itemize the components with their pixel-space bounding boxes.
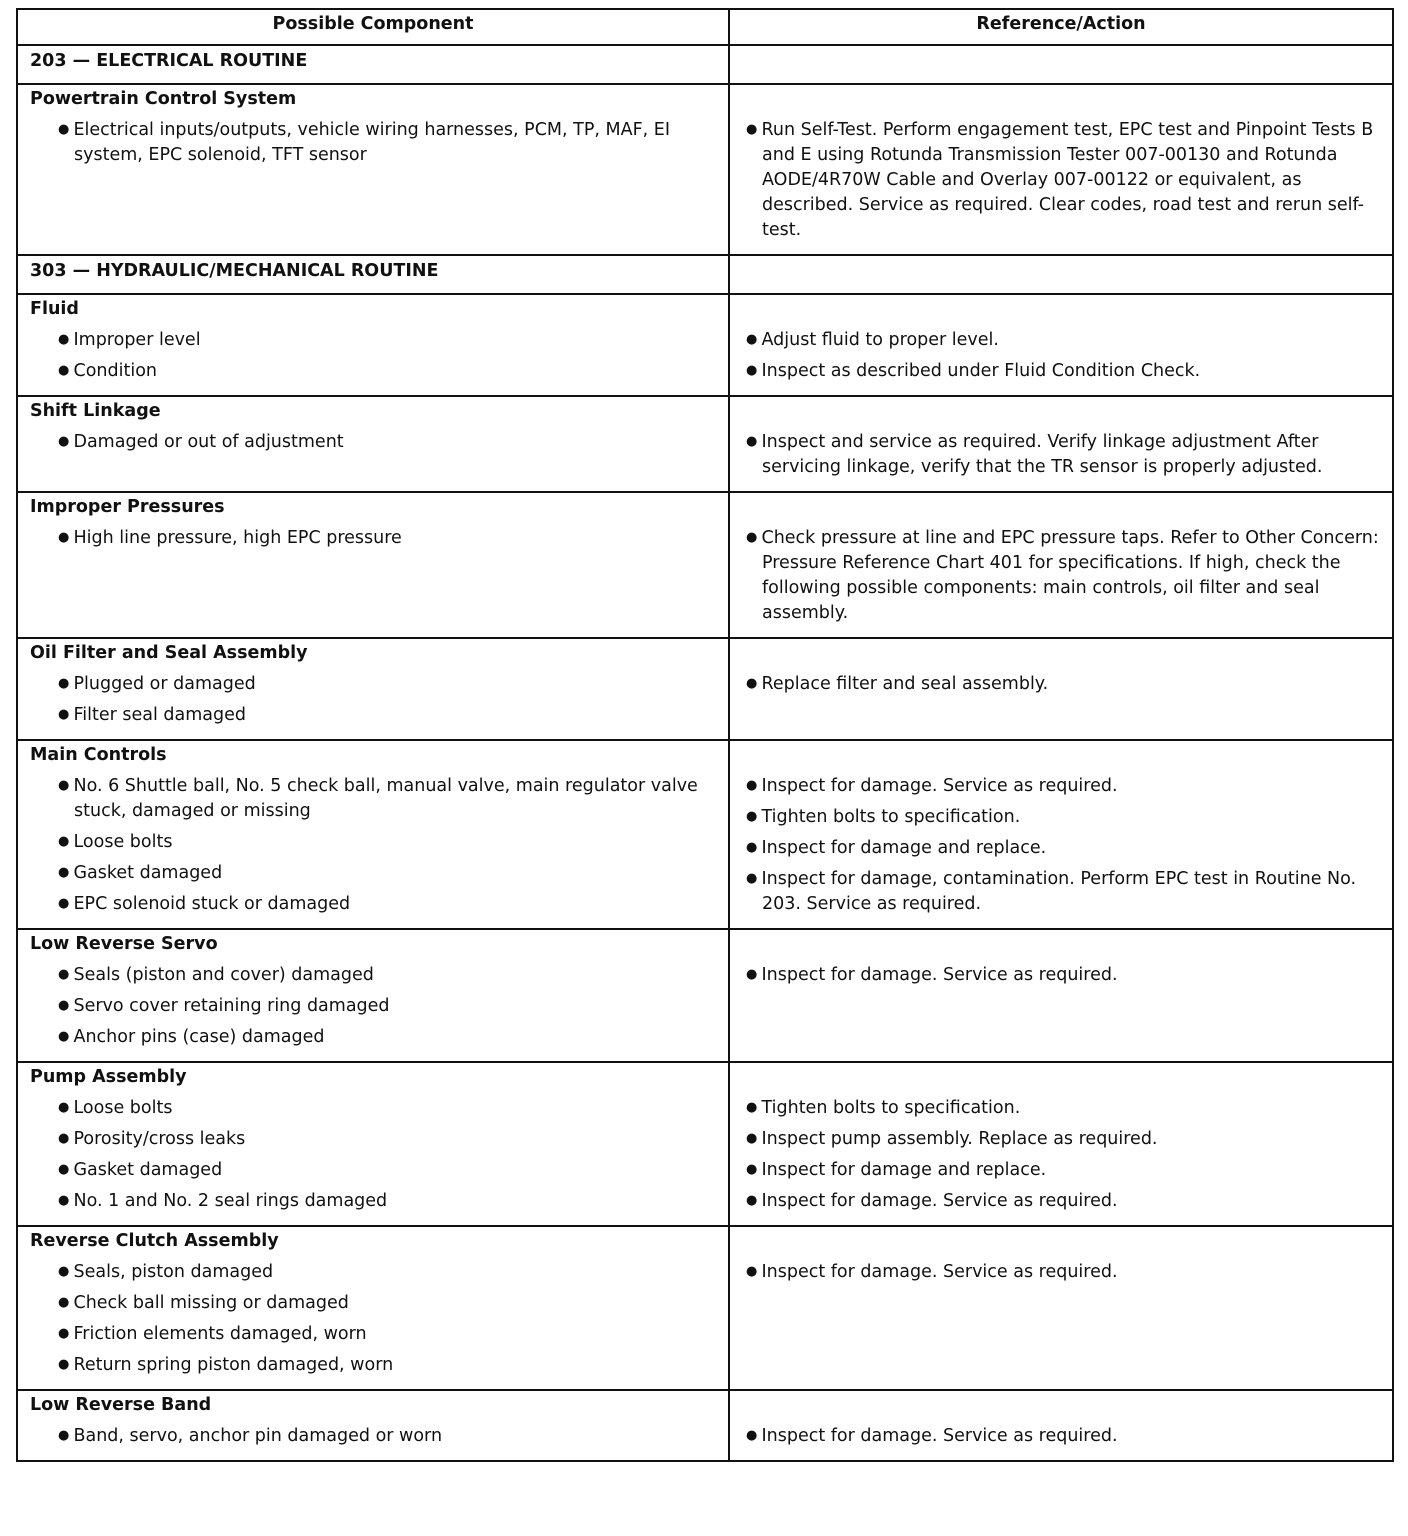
routine-empty-cell [729, 255, 1393, 294]
component-item [30, 117, 718, 168]
component-text: Porosity/cross leaks [73, 1129, 246, 1149]
component-cell [17, 740, 729, 929]
component-text: No. 1 and No. 2 seal rings damaged [73, 1191, 388, 1211]
component-text: Anchor pins (case) damaged [73, 1027, 325, 1047]
section-title: Low Reverse Band [30, 1395, 212, 1415]
action-text: Tighten bolts to specification. [761, 807, 1021, 827]
component-cell [17, 1226, 729, 1390]
action-text: Adjust fluid to proper level. [761, 330, 999, 350]
bullet-icon: ● [58, 1193, 74, 1208]
action-text: Inspect for damage and replace. [761, 1160, 1047, 1180]
bullet-icon: ● [58, 865, 74, 880]
component-text: No. 6 Shuttle ball, No. 5 check ball, manual valve, main regulator valve stuck, damaged or missing [73, 776, 698, 821]
bullet-icon: ● [746, 530, 762, 545]
action-text: Inspect pump assembly. Replace as required. [761, 1129, 1158, 1149]
action-item [742, 117, 1382, 243]
action-text: Inspect for damage. Service as required. [761, 1191, 1118, 1211]
component-item [30, 1290, 718, 1316]
component-text: Band, servo, anchor pin damaged or worn [73, 1426, 443, 1446]
bullet-icon: ● [746, 1100, 762, 1115]
action-item [742, 804, 1382, 830]
action-text: Run Self-Test. Perform engagement test, EPC test and Pinpoint Tests B and E using Rotunda Transmission Tester 007-00130 and Rotunda AODE/4R70W Cable and Overlay 007-00122 or equivalent, as described. Service as required. Clear codes, road test and rerun self-test. [761, 120, 1374, 240]
action-text: Inspect for damage. Service as required. [761, 1262, 1118, 1282]
bullet-icon: ● [58, 363, 74, 378]
section-row [17, 84, 1393, 255]
bullet-icon: ● [58, 967, 74, 982]
component-item [30, 962, 718, 988]
table-body [17, 45, 1393, 1461]
action-item [742, 1157, 1382, 1183]
bullet-icon: ● [746, 967, 762, 982]
component-text: High line pressure, high EPC pressure [73, 528, 402, 548]
bullet-icon: ● [746, 1428, 762, 1443]
component-text: Seals, piston damaged [73, 1262, 274, 1282]
bullet-icon: ● [58, 332, 74, 347]
bullet-icon: ● [746, 871, 762, 886]
component-item [30, 773, 718, 824]
component-item [30, 860, 718, 886]
bullet-icon: ● [58, 1428, 74, 1443]
component-item [30, 327, 718, 353]
header-reference-action: Reference/Action [729, 9, 1393, 45]
component-text: Improper level [73, 330, 201, 350]
routine-row [17, 255, 1393, 294]
component-text: Gasket damaged [73, 863, 223, 883]
bullet-icon: ● [58, 998, 74, 1013]
section-row [17, 1062, 1393, 1226]
bullet-icon: ● [58, 834, 74, 849]
action-item [742, 1126, 1382, 1152]
component-item [30, 358, 718, 384]
section-row [17, 1390, 1393, 1461]
section-row [17, 638, 1393, 740]
action-item [742, 429, 1382, 480]
bullet-icon: ● [58, 1326, 74, 1341]
bullet-icon: ● [58, 676, 74, 691]
section-title: Shift Linkage [30, 401, 161, 421]
bullet-icon: ● [58, 1131, 74, 1146]
bullet-icon: ● [746, 332, 762, 347]
action-text: Inspect for damage, contamination. Perform EPC test in Routine No. 203. Service as required. [761, 869, 1357, 914]
component-item [30, 891, 718, 917]
component-item [30, 829, 718, 855]
component-item [30, 1259, 718, 1285]
component-text: Servo cover retaining ring damaged [73, 996, 390, 1016]
action-item [742, 671, 1382, 697]
action-text: Check pressure at line and EPC pressure taps. Refer to Other Concern: Pressure Reference Chart 401 for specifications. If high, check the following possible components: main controls, oil filter and seal assembly. [761, 528, 1379, 623]
reference-cell [729, 396, 1393, 492]
component-cell [17, 1062, 729, 1226]
bullet-icon: ● [58, 1357, 74, 1372]
component-text: Check ball missing or damaged [73, 1293, 349, 1313]
action-item [742, 1095, 1382, 1121]
section-title: Improper Pressures [30, 497, 225, 517]
component-cell [17, 294, 729, 396]
diagnosis-table [16, 8, 1394, 1462]
bullet-icon: ● [58, 1162, 74, 1177]
diagnosis-table-sheet [16, 8, 1392, 1462]
bullet-icon: ● [746, 778, 762, 793]
action-item [742, 358, 1382, 384]
bullet-icon: ● [58, 778, 74, 793]
action-item [742, 835, 1382, 861]
section-title: Powertrain Control System [30, 89, 297, 109]
component-cell [17, 396, 729, 492]
section-row [17, 1226, 1393, 1390]
component-item [30, 702, 718, 728]
action-text: Inspect for damage and replace. [761, 838, 1047, 858]
component-text: Filter seal damaged [73, 705, 247, 725]
section-title: Fluid [30, 299, 79, 319]
reference-cell [729, 1390, 1393, 1461]
reference-cell [729, 492, 1393, 638]
routine-row [17, 45, 1393, 84]
component-item [30, 1126, 718, 1152]
component-text: Friction elements damaged, worn [73, 1324, 367, 1344]
section-title: Reverse Clutch Assembly [30, 1231, 279, 1251]
action-item [742, 327, 1382, 353]
bullet-icon: ● [746, 363, 762, 378]
routine-empty-cell [729, 45, 1393, 84]
component-item [30, 1321, 718, 1347]
reference-cell [729, 294, 1393, 396]
bullet-icon: ● [58, 434, 74, 449]
component-text: Loose bolts [73, 1098, 173, 1118]
bullet-icon: ● [58, 122, 74, 137]
reference-cell [729, 1226, 1393, 1390]
bullet-icon: ● [746, 809, 762, 824]
table-header-row [17, 9, 1393, 45]
component-item [30, 993, 718, 1019]
action-item [742, 1188, 1382, 1214]
bullet-icon: ● [58, 1295, 74, 1310]
component-item [30, 1352, 718, 1378]
routine-title: 303 — HYDRAULIC/MECHANICAL ROUTINE [17, 255, 729, 294]
bullet-icon: ● [746, 840, 762, 855]
component-cell [17, 638, 729, 740]
header-possible-component: Possible Component [17, 9, 729, 45]
component-cell [17, 1390, 729, 1461]
bullet-icon: ● [58, 896, 74, 911]
component-item [30, 1095, 718, 1121]
component-cell [17, 929, 729, 1062]
action-text: Inspect for damage. Service as required. [761, 965, 1118, 985]
section-row [17, 294, 1393, 396]
component-cell [17, 84, 729, 255]
component-cell [17, 492, 729, 638]
reference-cell [729, 638, 1393, 740]
action-text: Inspect and service as required. Verify linkage adjustment After servicing linkage, verify that the TR sensor is properly adjusted. [761, 432, 1323, 477]
bullet-icon: ● [746, 1193, 762, 1208]
section-title: Main Controls [30, 745, 167, 765]
bullet-icon: ● [746, 1162, 762, 1177]
section-title: Oil Filter and Seal Assembly [30, 643, 308, 663]
component-text: Return spring piston damaged, worn [73, 1355, 394, 1375]
action-text: Inspect for damage. Service as required. [761, 1426, 1118, 1446]
action-text: Tighten bolts to specification. [761, 1098, 1021, 1118]
bullet-icon: ● [746, 1264, 762, 1279]
reference-cell [729, 1062, 1393, 1226]
component-item [30, 671, 718, 697]
section-row [17, 929, 1393, 1062]
component-text: Condition [73, 361, 157, 381]
component-text: Gasket damaged [73, 1160, 223, 1180]
reference-cell [729, 740, 1393, 929]
bullet-icon: ● [58, 530, 74, 545]
section-title: Pump Assembly [30, 1067, 187, 1087]
component-item [30, 1423, 718, 1449]
section-row [17, 396, 1393, 492]
bullet-icon: ● [746, 1131, 762, 1146]
component-item [30, 1157, 718, 1183]
component-item [30, 1188, 718, 1214]
bullet-icon: ● [58, 707, 74, 722]
bullet-icon: ● [58, 1029, 74, 1044]
action-item [742, 525, 1382, 626]
bullet-icon: ● [746, 122, 762, 137]
bullet-icon: ● [58, 1100, 74, 1115]
action-text: Inspect as described under Fluid Condition Check. [761, 361, 1201, 381]
bullet-icon: ● [746, 676, 762, 691]
component-text: Damaged or out of adjustment [73, 432, 344, 452]
routine-title: 203 — ELECTRICAL ROUTINE [17, 45, 729, 84]
component-text: Seals (piston and cover) damaged [73, 965, 374, 985]
action-item [742, 962, 1382, 988]
reference-cell [729, 84, 1393, 255]
component-text: Electrical inputs/outputs, vehicle wiring harnesses, PCM, TP, MAF, EI system, EPC solenoid, TFT sensor [73, 120, 671, 165]
section-row [17, 492, 1393, 638]
action-text: Replace filter and seal assembly. [761, 674, 1049, 694]
action-item [742, 1423, 1382, 1449]
bullet-icon: ● [58, 1264, 74, 1279]
component-item [30, 429, 718, 455]
bullet-icon: ● [746, 434, 762, 449]
action-item [742, 866, 1382, 917]
component-text: Loose bolts [73, 832, 173, 852]
component-text: EPC solenoid stuck or damaged [73, 894, 351, 914]
component-text: Plugged or damaged [73, 674, 256, 694]
component-item [30, 1024, 718, 1050]
action-item [742, 773, 1382, 799]
section-row [17, 740, 1393, 929]
reference-cell [729, 929, 1393, 1062]
component-item [30, 525, 718, 551]
action-item [742, 1259, 1382, 1285]
action-text: Inspect for damage. Service as required. [761, 776, 1118, 796]
section-title: Low Reverse Servo [30, 934, 218, 954]
